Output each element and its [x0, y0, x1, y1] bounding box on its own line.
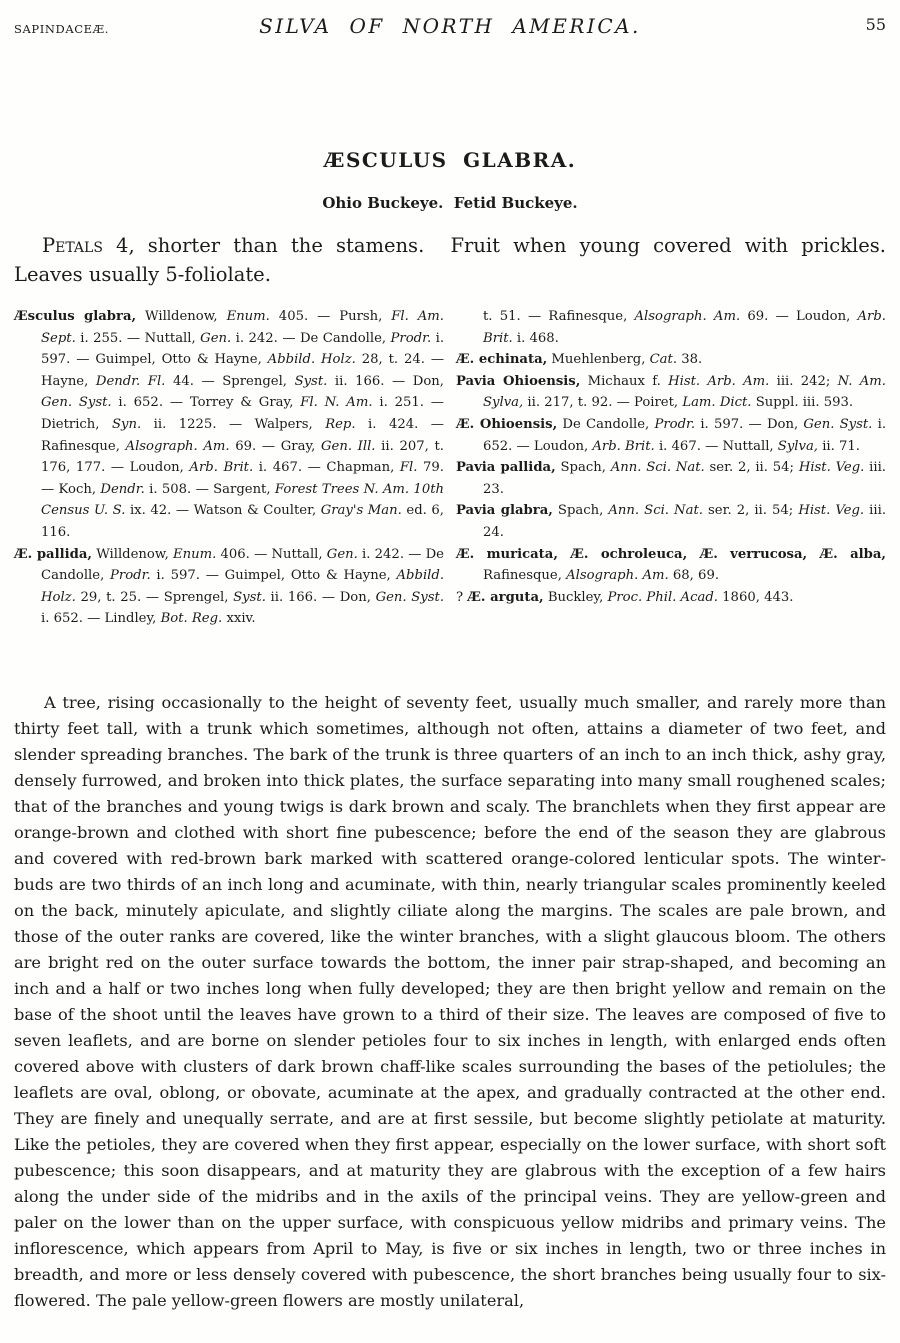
citation-segment: Alsograph. Am.: [634, 309, 741, 324]
citation-entry: [14, 544, 444, 630]
citation-segment: Alsograph. Am.: [125, 438, 230, 454]
citation-segment: i. 597. — Don,: [695, 416, 804, 432]
citation-segment: Rafinesque,: [483, 568, 567, 584]
citation-segment: Alsograph. Am.: [566, 568, 669, 584]
citation-segment: i. 652. — Loudon,: [483, 416, 887, 454]
species-title: ÆSCULUS GLABRA.: [323, 148, 577, 172]
synonymy-column-right: [456, 306, 886, 608]
citation-segment: Pavia Ohioensis,: [456, 373, 581, 389]
citation-segment: Pavia glabra,: [456, 503, 553, 519]
citation-segment: 28, t. 24. — Hayne,: [41, 352, 445, 389]
common-names: Ohio Buckeye. Fetid Buckeye.: [322, 194, 578, 212]
header-page-number: 55: [865, 15, 886, 34]
citation-entry: [456, 587, 886, 609]
citation-segment: i. 508. — Sargent,: [144, 481, 275, 497]
citation-segment: i. 597. — Guimpel, Otto & Hayne,: [150, 568, 397, 584]
citation-segment: Muehlenberg,: [547, 352, 650, 368]
description-paragraph: A tree, rising occasionally to the height of seventy feet, usually much smaller, and rarely more than thirty feet tall, with a trunk which sometimes, although not often, attains a diameter of two feet, and slender spreading branches. The bark of the trunk is three quarters of an inch to an inch thick, ashy gray, densely furrowed, and broken into thick plates, the surface separating into many small roughened scales; that of the branches and young twigs is dark brown and scaly. The branchlets when they first appear are orange-brown and clothed with short fine pubescence; before the end of the season they are glabrous and covered with red-brown bark marked with scattered orange-colored lenticular spots. The winter-buds are two thirds of an inch long and acuminate, with thin, nearly triangular scales prominently keeled on the back, minutely apiculate, and slightly ciliate along the margins. The scales are pale brown, and those of the outer ranks are covered, like the winter branches, with a slight glaucous bloom. The others are bright red on the outer surface towards the bottom, the inner pair strap-shaped, and becoming an inch and a half or two inches long when fully developed; they are then bright yellow and remain on the base of the shoot until the leaves have grown to a third of their size. The leaves are composed of five to seven leaflets, and are borne on slender petioles four to six inches in length, with enlarged ends often covered above with clusters of dark brown chaff-like scales surrounding the bases of the petiolules; the leaflets are oval, oblong, or obovate, acuminate at the apex, and gradually contracted at the other end. They are finely and unequally serrate, and are at first sessile, but become slightly petiolate at maturity. Like the petioles, they are covered when they first appear, especially on the lower surface, with short soft pubescence; this soon disappears, and at maturity they are glabrous with the exception of a few hairs along the under side of the midribs and in the axils of the principal veins. They are yellow-green and paler on the lower than on the upper surface, with conspicuous yellow midribs and primary veins. The inflorescence, which appears from April to May, is five or six inches in length, two or three inches in breadth, and more or less densely covered with pubescence, the short branches being usually four to six-flowered. The pale yellow-green flowers are mostly unilateral,: [14, 693, 886, 1310]
citation-segment: Gen. Ill.: [320, 438, 376, 454]
citation-segment: i. 597. — Guimpel, Otto & Hayne,: [41, 330, 445, 368]
citation-segment: Bot. Reg.: [160, 611, 223, 627]
citation-entry: [456, 306, 886, 349]
citation-segment: i. 652. — Torrey & Gray,: [111, 395, 301, 411]
citation-segment: Proc. Phil. Acad.: [607, 589, 718, 605]
citation-segment: i. 242. — De Candolle,: [231, 330, 391, 346]
citation-segment: Hist. Arb. Am.: [668, 373, 770, 389]
citation-segment: Æ. pallida,: [14, 546, 92, 562]
citation-segment: Abbild. Holz.: [41, 568, 445, 605]
citation-segment: 406. — Nuttall,: [216, 546, 327, 562]
citation-segment: i. 652. — Lindley,: [41, 611, 161, 627]
citation-entry: [456, 414, 886, 457]
citation-segment: Syst.: [233, 589, 266, 605]
citation-segment: Æsculus glabra,: [14, 309, 137, 324]
citation-entry: [14, 306, 444, 544]
citation-segment: Rep.: [325, 416, 356, 432]
citation-segment: Michaux f.: [580, 373, 669, 389]
citation-segment: ser. 2, ii. 54;: [702, 503, 799, 519]
citation-segment: Willdenow,: [136, 309, 227, 324]
header-book-title: SILVA OF NORTH AMERICA.: [259, 14, 641, 38]
citation-segment: Gen. Syst.: [41, 395, 112, 411]
citation-segment: Suppl. iii. 593.: [751, 395, 854, 411]
citation-segment: Sylva,: [777, 438, 819, 454]
citation-segment: 405. — Pursh,: [269, 309, 392, 324]
citation-segment: ii. 71.: [818, 438, 860, 454]
citation-segment: Fl. Am. Sept.: [41, 309, 444, 346]
citation-segment: iii. 24.: [483, 503, 887, 540]
citation-segment: Lam. Dict.: [682, 395, 752, 411]
citation-entry: [456, 371, 886, 414]
citation-segment: Prodr.: [390, 330, 432, 346]
citation-segment: Buckley,: [543, 589, 608, 605]
citation-segment: i. 467. — Nuttall,: [654, 438, 778, 454]
citation-segment: Pavia pallida,: [456, 460, 556, 476]
citation-segment: i. 468.: [512, 330, 559, 346]
citation-segment: Forest Trees N. Am. 10th Census U. S.: [41, 481, 444, 519]
citation-segment: Ann. Sci. Nat.: [608, 503, 703, 519]
citation-segment: Dendr. Fl.: [95, 373, 166, 389]
citation-segment: Willdenow,: [92, 546, 173, 562]
citation-entry: [456, 544, 886, 587]
citation-segment: ii. 217, t. 92. — Poiret,: [523, 395, 683, 411]
header-family-label: SAPINDACEÆ.: [14, 22, 110, 36]
page-header: [14, 14, 886, 40]
citation-entry: [456, 349, 886, 371]
petals-smallcaps-lead: Petals: [42, 234, 103, 257]
citation-segment: 38.: [677, 352, 703, 368]
citation-segment: N. Am. Sylva,: [483, 373, 886, 411]
citation-segment: i. 242. — De Candolle,: [41, 546, 444, 584]
citation-segment: Spach,: [552, 503, 609, 519]
citation-segment: Hist. Veg.: [798, 460, 865, 476]
citation-segment: Enum.: [172, 546, 217, 562]
citation-segment: i. 251. — Dietrich,: [41, 395, 444, 432]
citation-segment: Æ. arguta,: [467, 589, 544, 605]
citation-segment: Fl. N. Am.: [300, 395, 373, 411]
citation-segment: Arb. Brit.: [592, 438, 655, 454]
citation-segment: Arb. Brit.: [483, 309, 886, 346]
citation-segment: ix. 42. — Watson & Coulter,: [125, 503, 321, 519]
citation-segment: Syst.: [294, 373, 328, 389]
diagnosis-line-2: Leaves usually 5-foliolate.: [14, 263, 271, 286]
citation-segment: Æ. Ohioensis,: [456, 416, 558, 432]
citation-entry: [456, 457, 886, 500]
citation-segment: 44. — Sprengel,: [165, 373, 295, 389]
citation-segment: iii. 23.: [483, 460, 886, 497]
citation-segment: Prodr.: [654, 416, 696, 432]
synonymy-column-left: [14, 306, 444, 630]
citation-segment: De Candolle,: [557, 416, 655, 432]
citation-segment: Ann. Sci. Nat.: [610, 460, 705, 476]
citation-segment: Gray's Man.: [320, 503, 402, 519]
citation-segment: ii. 166. — Don,: [265, 589, 376, 605]
citation-segment: 1860, 443.: [717, 589, 794, 605]
citation-segment: Cat.: [649, 352, 678, 368]
citation-segment: ii. 207, t. 176, 177. — Loudon,: [41, 438, 444, 476]
citation-segment: Enum.: [226, 309, 270, 324]
citation-segment: ?: [456, 589, 468, 605]
citation-segment: Æ. muricata, Æ. ochroleuca, Æ. verrucosa, Æ. alba,: [456, 546, 886, 562]
citation-segment: 69. — Loudon,: [740, 309, 858, 324]
citation-segment: 69. — Gray,: [229, 438, 321, 454]
citation-segment: Dendr.: [100, 481, 145, 497]
citation-segment: Abbild. Holz.: [267, 352, 356, 368]
citation-segment: Prodr.: [110, 568, 151, 584]
citation-segment: Syn.: [111, 416, 142, 432]
diagnosis-line-1: [14, 231, 886, 260]
diagnosis-paragraph: [14, 231, 886, 289]
citation-segment: Gen.: [200, 330, 232, 346]
citation-segment: i. 467. — Chapman,: [253, 460, 400, 476]
citation-entry: [456, 500, 886, 543]
citation-segment: ii. 166. — Don,: [327, 373, 444, 389]
citation-segment: Æ. echinata,: [456, 352, 548, 368]
citation-segment: xxiv.: [222, 611, 256, 627]
citation-segment: Hist. Veg.: [798, 503, 865, 519]
citation-segment: ed. 6, 116.: [41, 503, 444, 540]
citation-segment: i. 255. — Nuttall,: [75, 330, 201, 346]
citation-segment: Gen. Syst.: [803, 416, 873, 432]
citation-segment: i. 424. — Rafinesque,: [41, 416, 444, 454]
citation-segment: 29, t. 25. — Sprengel,: [75, 589, 234, 605]
citation-segment: ii. 1225. — Walpers,: [141, 416, 326, 432]
citation-segment: Arb. Brit.: [189, 460, 254, 476]
citation-segment: t. 51. — Rafinesque,: [483, 309, 635, 324]
citation-segment: ser. 2, ii. 54;: [704, 460, 799, 476]
citation-segment: 68, 69.: [668, 568, 720, 584]
citation-segment: 79. — Koch,: [41, 460, 444, 497]
citation-segment: Fl.: [399, 460, 418, 476]
citation-segment: Gen. Syst.: [375, 589, 445, 605]
citation-segment: iii. 242;: [769, 373, 838, 389]
diagnosis-line-1-text: 4, shorter than the stamens. Fruit when young covered with prickles.: [102, 234, 886, 257]
citation-segment: Spach,: [555, 460, 611, 476]
citation-segment: Gen.: [326, 546, 358, 562]
